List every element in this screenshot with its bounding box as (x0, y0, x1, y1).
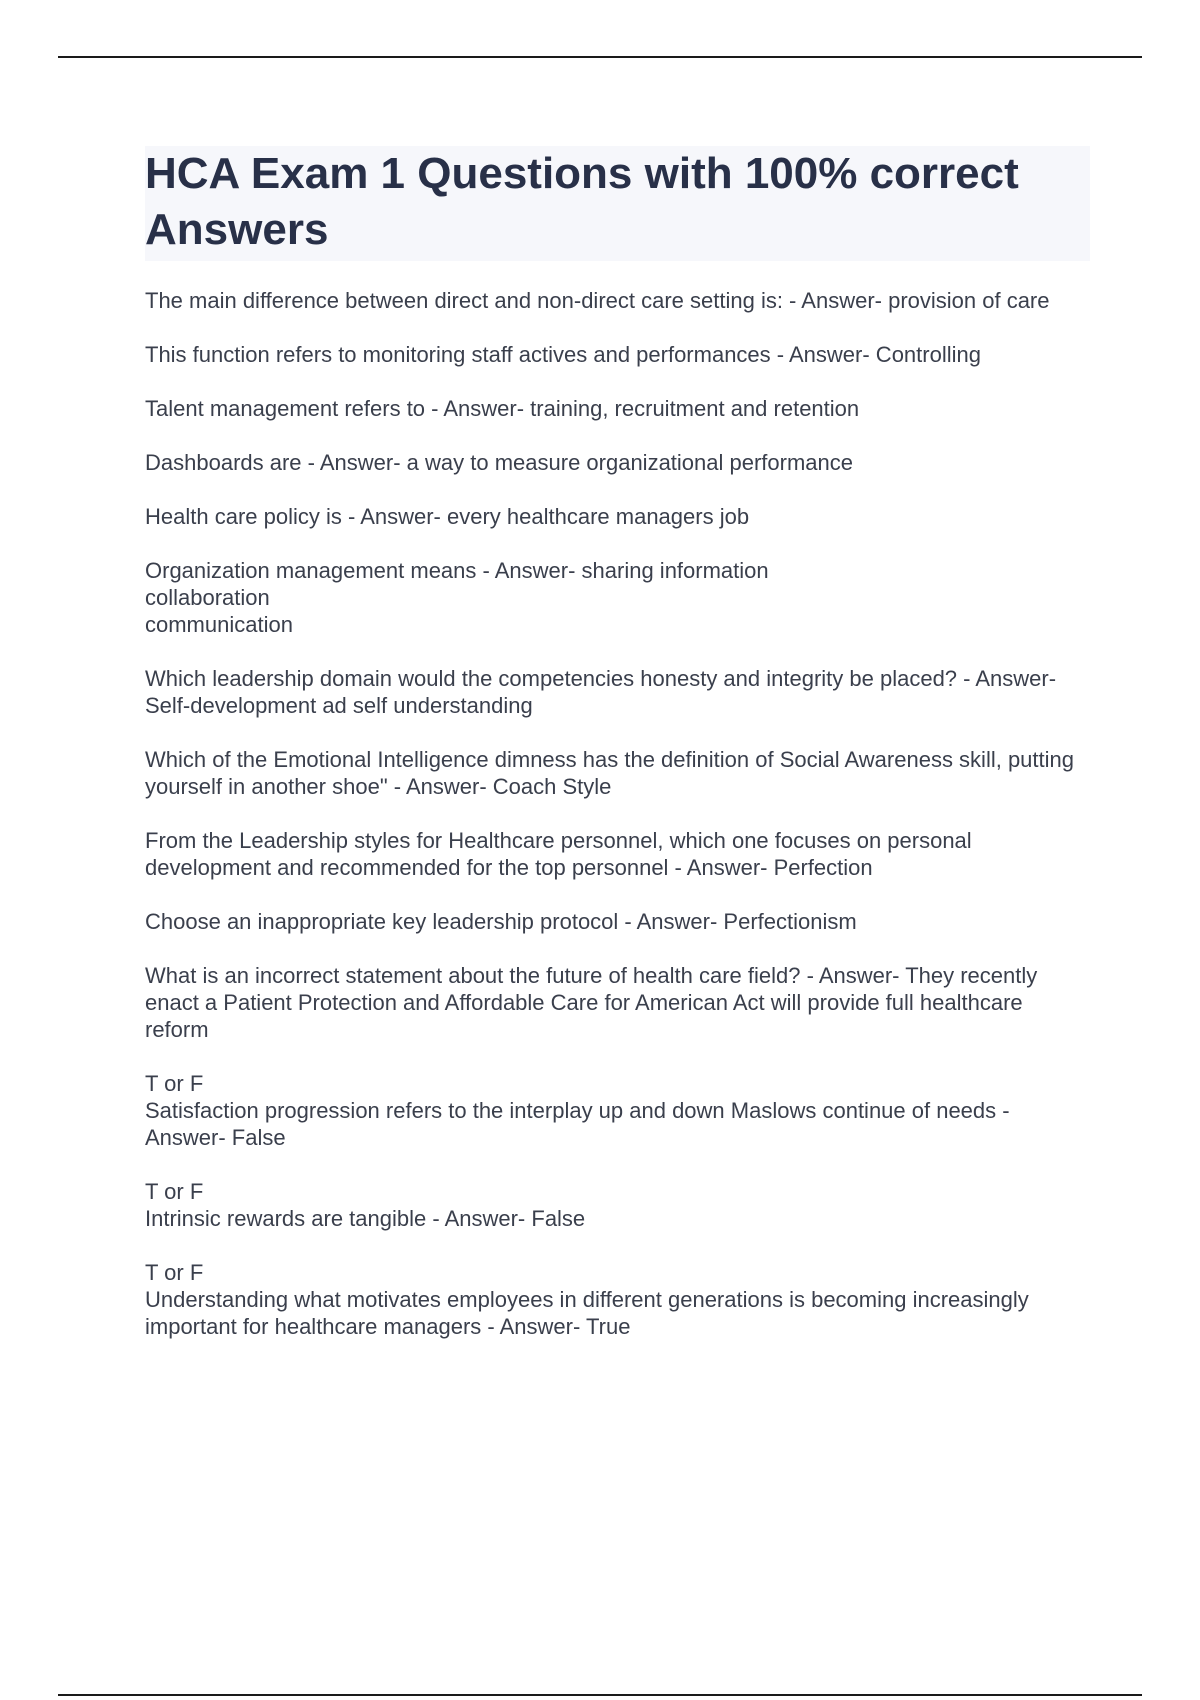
qa-item-10: Choose an inappropriate key leadership protocol - Answer- Perfectionism (145, 909, 857, 934)
document-title: HCA Exam 1 Questions with 100% correct Answers (145, 146, 1090, 261)
top-rule (58, 56, 1142, 58)
qa-item-3: Talent management refers to - Answer- training, recruitment and retention (145, 396, 860, 421)
qa-list (145, 287, 1090, 1340)
qa-item-8: Which of the Emotional Intelligence dimness has the definition of Social Awareness skill, putting yourself in another shoe" - Answer- Coach Style (145, 747, 1074, 799)
qa-item-6: Organization management means - Answer- sharing information collaboration communication (145, 558, 769, 637)
qa-item-2: This function refers to monitoring staff actives and performances - Answer- Controlling (145, 342, 981, 367)
qa-item-1: The main difference between direct and non-direct care setting is: - Answer- provision of care (145, 288, 1050, 313)
qa-item-13: T or F Intrinsic rewards are tangible - Answer- False (145, 1179, 586, 1231)
qa-item-14: T or F Understanding what motivates employees in different generations is becoming increasingly important for healthcare managers - Answer- True (145, 1260, 1029, 1339)
document-body (145, 146, 1090, 1367)
bottom-rule (58, 1694, 1142, 1696)
qa-item-7: Which leadership domain would the competencies honesty and integrity be placed? - Answer- Self-development ad self understanding (145, 666, 1057, 718)
qa-item-11: What is an incorrect statement about the future of health care field? - Answer- They recently enact a Patient Protection and Affordable Care for American Act will provide full healthcare reform (145, 963, 1038, 1042)
qa-item-5: Health care policy is - Answer- every healthcare managers job (145, 504, 750, 529)
qa-item-12: T or F Satisfaction progression refers to the interplay up and down Maslows continue of needs - Answer- False (145, 1071, 1010, 1150)
qa-item-9: From the Leadership styles for Healthcare personnel, which one focuses on personal development and recommended for the top personnel - Answer- Perfection (145, 828, 972, 880)
qa-item-4: Dashboards are - Answer- a way to measure organizational performance (145, 450, 854, 475)
